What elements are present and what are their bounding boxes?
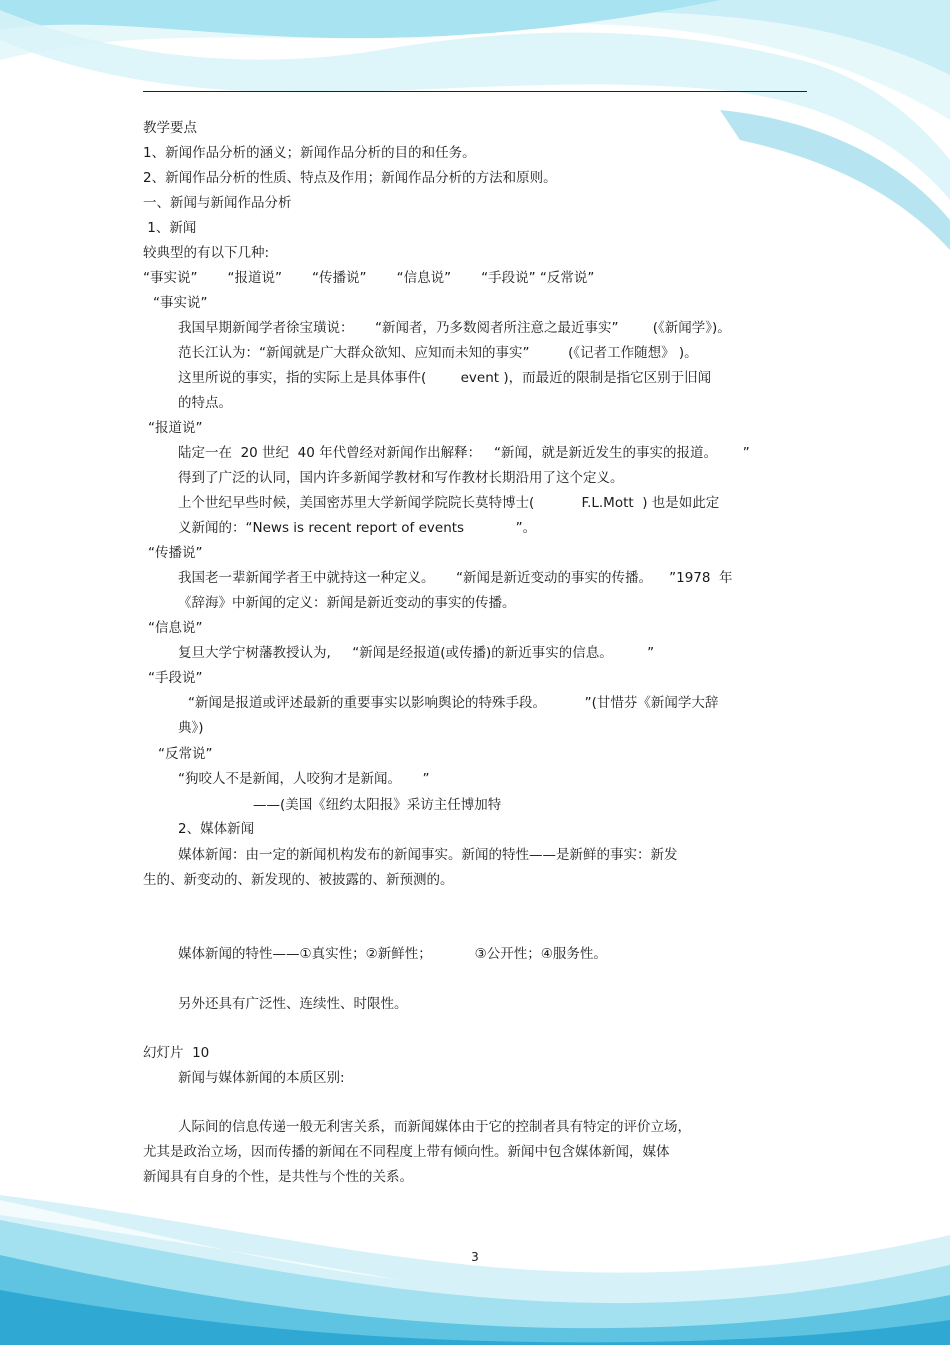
paragraph-line: 新闻与媒体新闻的本质区别: [178,1070,345,1086]
quote-line: “狗咬人不是新闻，人咬狗才是新闻。 ” [178,771,430,787]
abnormal-theory-heading: “反常说” [158,746,213,762]
fact-theory-heading: “事实说” [153,295,208,311]
theory-list: “事实说” “报道说” “传播说” “信息说” “手段说” “反常说” [143,270,595,286]
info-theory-heading: “信息说” [148,620,203,636]
paragraph-line: 媒体新闻的特性——①真实性；②新鲜性； ③公开性；④服务性。 [178,946,607,962]
paragraph-line: 新闻具有自身的个性，是共性与个性的关系。 [143,1169,413,1185]
point-1: 1、新闻作品分析的涵义；新闻作品分析的目的和任务。 [143,145,476,161]
paragraph-line: 这里所说的事实，指的实际上是具体事件( event )，而最近的限制是指它区别于旧闻 [178,370,712,386]
paragraph-line: 的特点。 [178,395,232,411]
report-theory-heading: “报道说” [148,420,203,436]
subsection-media-news: 2、媒体新闻 [178,821,255,837]
point-2: 2、新闻作品分析的性质、特点及作用；新闻作品分析的方法和原则。 [143,170,557,186]
subsection-news: 1、新闻 [143,220,197,236]
paragraph-line: “新闻是报道或评述最新的重要事实以影响舆论的特殊手段。 ”(甘惜芬《新闻学大辞 [188,695,719,711]
paragraph-line: 上个世纪早些时候，美国密苏里大学新闻学院院长莫特博士( F.L.Mott ) 也是如此定 [178,495,720,511]
paragraph-line: 义新闻的：“News is recent report of events ”。 [178,520,537,536]
paragraph-line: 生的、新变动的、新发现的、被披露的、新预测的。 [143,872,454,888]
slide-label: 幻灯片 10 [143,1045,210,1061]
heading-teaching-points: 教学要点 [143,120,197,136]
means-theory-heading: “手段说” [148,670,203,686]
paragraph-line: 复旦大学宁树藩教授认为, “新闻是经报道(或传播)的新近事实的信息。 ” [178,645,655,661]
quote-attribution: ——(美国《纽约太阳报》采访主任博加特 [253,797,502,813]
header-rule [143,91,807,92]
paragraph-line: 媒体新闻：由一定的新闻机构发布的新闻事实。新闻的特性——是新鲜的事实：新发 [178,847,678,863]
paragraph-line: 典》) [178,720,204,736]
paragraph-line: 尤其是政治立场，因而传播的新闻在不同程度上带有倾向性。新闻中包含媒体新闻，媒体 [143,1144,670,1160]
section-heading-1: 一、新闻与新闻作品分析 [143,195,292,211]
typical-intro: 较典型的有以下几种: [143,245,270,261]
page-number: 3 [471,1250,479,1264]
spread-theory-heading: “传播说” [148,545,203,561]
paragraph-line: 得到了广泛的认同，国内许多新闻学教材和写作教材长期沿用了这个定义。 [178,470,624,486]
paragraph-line: 另外还具有广泛性、连续性、时限性。 [178,996,408,1012]
paragraph-line: 范长江认为：“新闻就是广大群众欲知、应知而未知的事实” (《记者工作随想》 )。 [178,345,698,361]
paragraph-line: 陆定一在 20 世纪 40 年代曾经对新闻作出解释： “新闻，就是新近发生的事实的报道。 ” [178,445,750,461]
paragraph-line: 我国老一辈新闻学者王中就持这一种定义。 “新闻是新近变动的事实的传播。 ”1978 年 [178,570,733,586]
paragraph-line: 我国早期新闻学者徐宝璜说： “新闻者，乃多数阅者所注意之最近事实” (《新闻学》)。 [178,320,731,336]
paragraph-line: 人际间的信息传递一般无利害关系，而新闻媒体由于它的控制者具有特定的评价立场， [178,1119,691,1135]
paragraph-line: 《辞海》中新闻的定义：新闻是新近变动的事实的传播。 [178,595,516,611]
